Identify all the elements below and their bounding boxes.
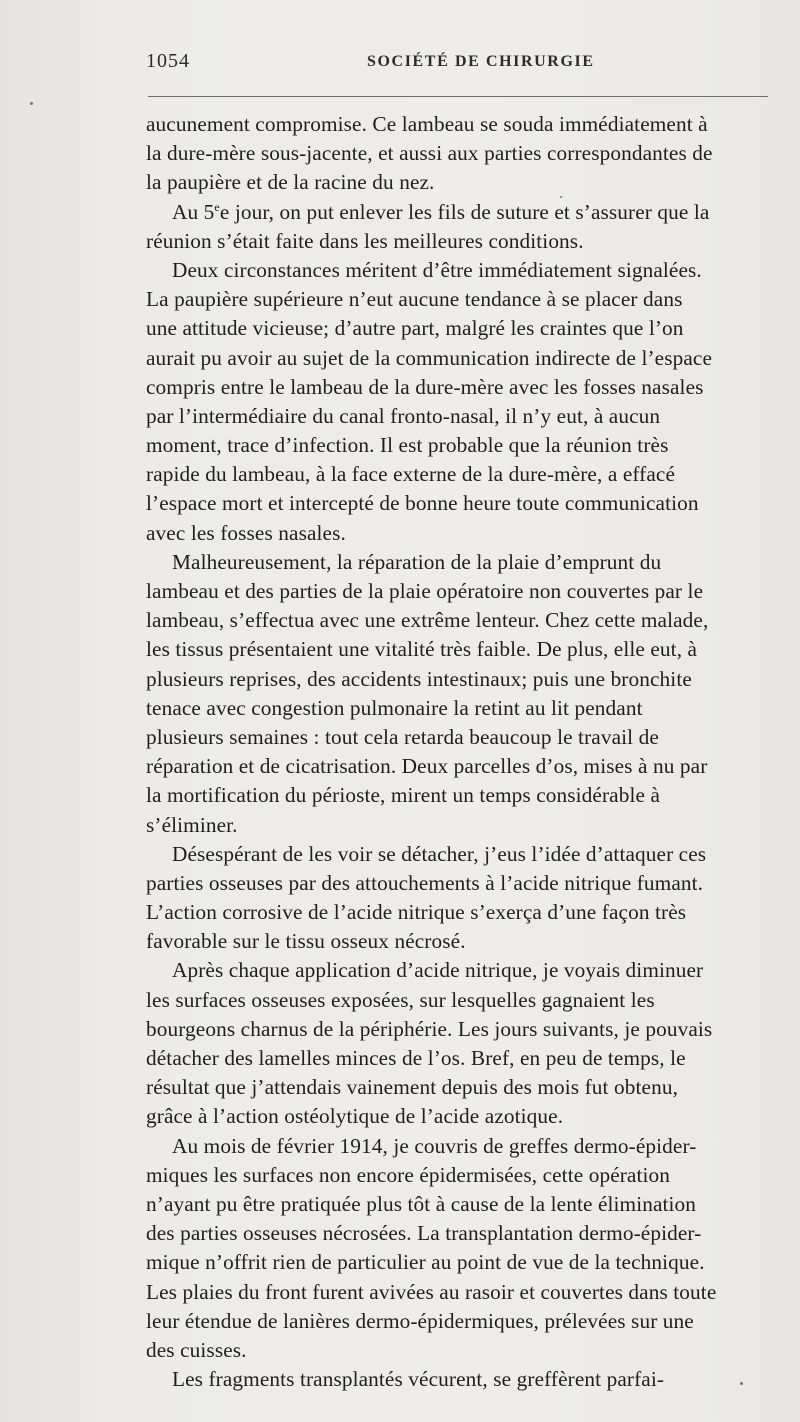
text-line: réparation et de cicatrisation. Deux parcelles d’os, mises à nu par <box>146 754 708 779</box>
text-line: L’action corrosive de l’acide nitrique s’exerça d’une façon très <box>146 900 687 925</box>
text-line: par l’intermédiaire du canal fronto-nasal, il n’y eut, à aucun <box>146 403 661 428</box>
text-line: détacher des lamelles minces de l’os. Bref, en peu de temps, le <box>146 1046 686 1070</box>
page-number: 1054 <box>146 50 190 72</box>
text-line: moment, trace d’infection. Il est probable que la réunion très <box>146 433 669 458</box>
text-line: miques les surfaces non encore épidermisées, cette opération <box>146 1162 671 1187</box>
text-line: La paupière supérieure n’eut aucune tendance à se placer dans <box>146 287 683 312</box>
text-line: Désespérant de les voir se détacher, j’eus l’idée d’attaquer ces <box>172 841 707 866</box>
text-line: Les plaies du front furent avivées au rasoir et couvertes dans toute <box>146 1279 717 1304</box>
running-title: SOCIÉTÉ DE CHIRURGIE <box>367 53 595 70</box>
text-line: plusieurs reprises, des accidents intestinaux; puis une bronchite <box>146 666 692 691</box>
text-line: une attitude vicieuse; d’autre part, malgré les craintes que l’on <box>146 316 684 341</box>
text-line: rapide du lambeau, à la face externe de la dure-mère, a effacé <box>146 462 676 487</box>
text-line: mique n’offrit rien de particulier au point de vue de la technique. <box>146 1250 705 1275</box>
text-line: l’espace mort et intercepté de bonne heure toute communication <box>146 491 699 516</box>
text-line: Après chaque application d’acide nitrique, je voyais diminuer <box>172 958 704 983</box>
text-line: des cuisses. <box>146 1337 247 1362</box>
paper-speck <box>560 196 562 198</box>
header-rule <box>148 96 768 97</box>
text-line: des parties osseuses nécrosées. La transplantation dermo-épider- <box>146 1221 702 1246</box>
text-line: favorable sur le tissu osseux nécrosé. <box>146 929 466 954</box>
text-line: lambeau, s’effectua avec une extrême lenteur. Chez cette malade, <box>146 608 709 633</box>
text-line: Deux circonstances méritent d’être immédiatement signalées. <box>172 257 702 282</box>
text-line: s’éliminer. <box>146 812 238 837</box>
text-line: Au 5ee jour, on put enlever les fils de suture et s’assurer que la <box>172 199 710 224</box>
text-line: aucunement compromise. Ce lambeau se souda immédiatement à <box>146 112 708 136</box>
text-line: Malheureusement, la réparation de la plaie d’emprunt du <box>172 549 662 574</box>
text-line: réunion s’était faite dans les meilleures conditions. <box>146 228 584 253</box>
text-line: n’ayant pu être pratiquée plus tôt à cause de la lente élimination <box>146 1191 697 1216</box>
text-line: Au mois de février 1914, je couvris de greffes dermo-épider- <box>172 1133 697 1158</box>
text-line: parties osseuses par des attouchements à l’acide nitrique fumant. <box>146 870 704 895</box>
text-line: les tissus présentaient une vitalité très faible. De plus, elle eut, à <box>146 637 698 662</box>
text-line: plusieurs semaines : tout cela retarda beaucoup le travail de <box>146 724 659 749</box>
text-line: la mortification du périoste, mirent un temps considérable à <box>146 783 661 808</box>
text-line: aurait pu avoir au sujet de la communication indirecte de l’espace <box>146 345 713 370</box>
text-line: tenace avec congestion pulmonaire la retint au lit pendant <box>146 695 643 720</box>
text-line: compris entre le lambeau de la dure-mère avec les fosses nasales <box>146 374 704 399</box>
text-line: avec les fosses nasales. <box>146 520 346 545</box>
text-line: bourgeons charnus de la périphérie. Les jours suivants, je pouvais <box>146 1016 713 1041</box>
text-line: résultat que j’attendais vainement depuis des mois fut obtenu, <box>146 1075 678 1100</box>
paper-speck <box>30 102 33 105</box>
body-text <box>146 110 786 1394</box>
text-line: leur étendue de lanières dermo-épidermiques, prélevées sur une <box>146 1308 694 1333</box>
text-line: grâce à l’action ostéolytique de l’acide azotique. <box>146 1104 564 1129</box>
text-line: Les fragments transplantés vécurent, se greffèrent parfai- <box>172 1367 665 1392</box>
text-line: lambeau et des parties de la plaie opératoire non couvertes par le <box>146 579 704 603</box>
text-line: les surfaces osseuses exposées, sur lesquelles gagnaient les <box>146 987 655 1012</box>
page-header <box>146 48 768 82</box>
text-line: la paupière et de la racine du nez. <box>146 170 435 195</box>
text-line: la dure-mère sous-jacente, et aussi aux parties correspondantes de <box>146 141 713 166</box>
paper-speck <box>740 1382 743 1385</box>
